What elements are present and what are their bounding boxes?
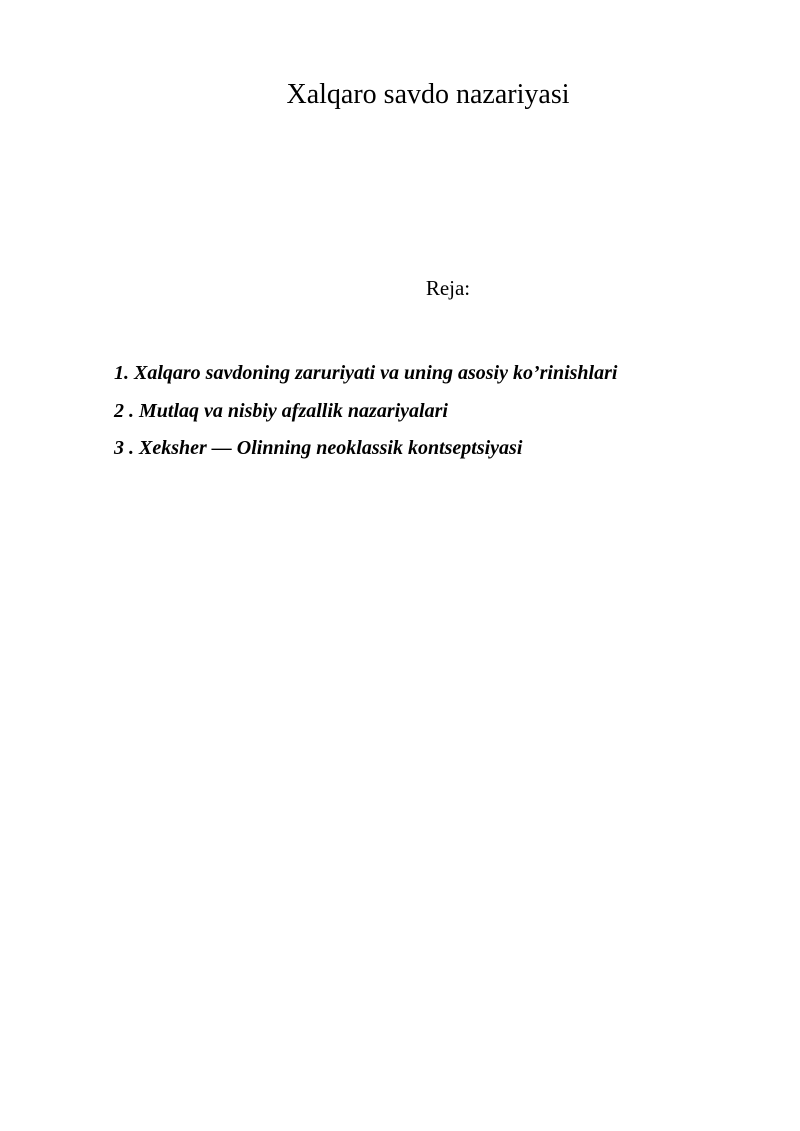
plan-item-2: 2 . Mutlaq va nisbiy afzallik nazariyalari <box>114 399 448 422</box>
plan-list <box>114 355 617 468</box>
plan-heading: Reja: <box>425 276 471 300</box>
plan-item-3: 3 . Xeksher — Olinning neoklassik kontseptsiyasi <box>114 437 523 459</box>
document-title: Xalqaro savdo nazariyasi <box>286 79 570 110</box>
plan-item-1: 1. Xalqaro savdoning zaruriyati va uning asosiy ko’rinishlari <box>114 362 618 384</box>
